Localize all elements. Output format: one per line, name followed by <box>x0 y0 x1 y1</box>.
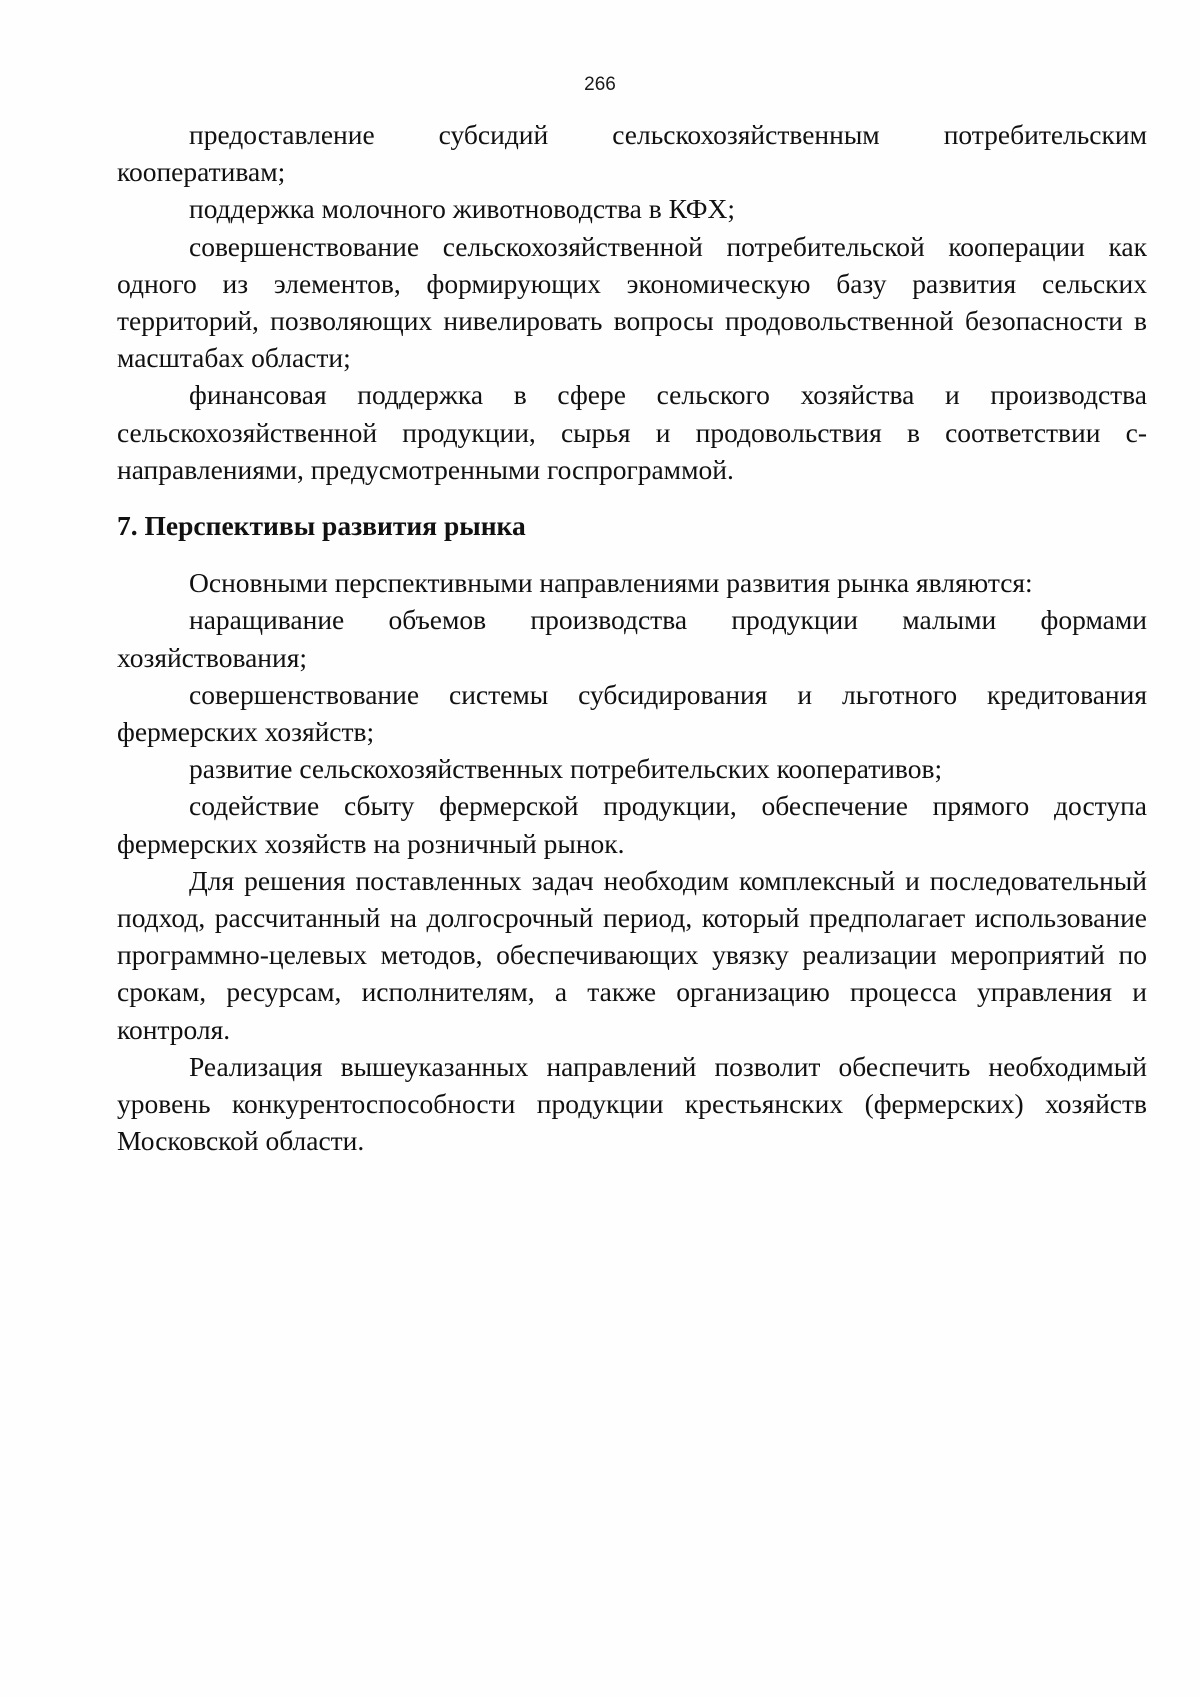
paragraph: Реализация вышеуказанных направлений позволит обеспечить необходимый уровень конкурентоспособности продукции крестьянских (фермерских) хозяйств Московской области. <box>117 1050 1147 1157</box>
paragraph: совершенствование сельскохозяйственной потребительской кооперации как одного из элементов, формирующих экономическую базу развития сельских территорий, позволяющих нивелировать вопросы продовольственной безопасности в масштабах области; <box>117 230 1147 374</box>
paragraph: развитие сельскохозяйственных потребительских кооперативов; <box>189 753 943 785</box>
paragraph: Основными перспективными направлениями развития рынка являются: <box>189 567 1033 599</box>
paragraph: предоставление субсидий сельскохозяйственным потребительским кооперативам; <box>117 119 1147 188</box>
section-heading: 7. Перспективы развития рынка <box>117 510 526 542</box>
paragraph: Для решения поставленных задач необходим комплексный и последовательный подход, рассчитанный на долгосрочный период, который предполагает использование программно-целевых методов, обеспечивающих увязку реализации мероприятий по срокам, ресурсам, исполнителям, а также организацию процесса управления и контроля. <box>117 864 1147 1045</box>
paragraph: содействие сбыту фермерской продукции, обеспечение прямого доступа фермерских хозяйств на розничный рынок. <box>117 790 1147 859</box>
empty-page-area <box>117 1200 1147 1650</box>
paragraph: поддержка молочного животноводства в КФХ; <box>189 193 735 225</box>
document-body <box>117 116 1147 1159</box>
paragraph: финансовая поддержка в сфере сельского хозяйства и производства сельскохозяйственной продукции, сырья и продовольствия в соответствии с-направлениями, предусмотренными госпрограммой. <box>117 379 1147 485</box>
page-number: 266 <box>584 74 616 95</box>
paragraph: наращивание объемов производства продукции малыми формами хозяйствования; <box>117 604 1147 673</box>
paragraph: совершенствование системы субсидирования и льготного кредитования фермерских хозяйств; <box>117 678 1147 748</box>
